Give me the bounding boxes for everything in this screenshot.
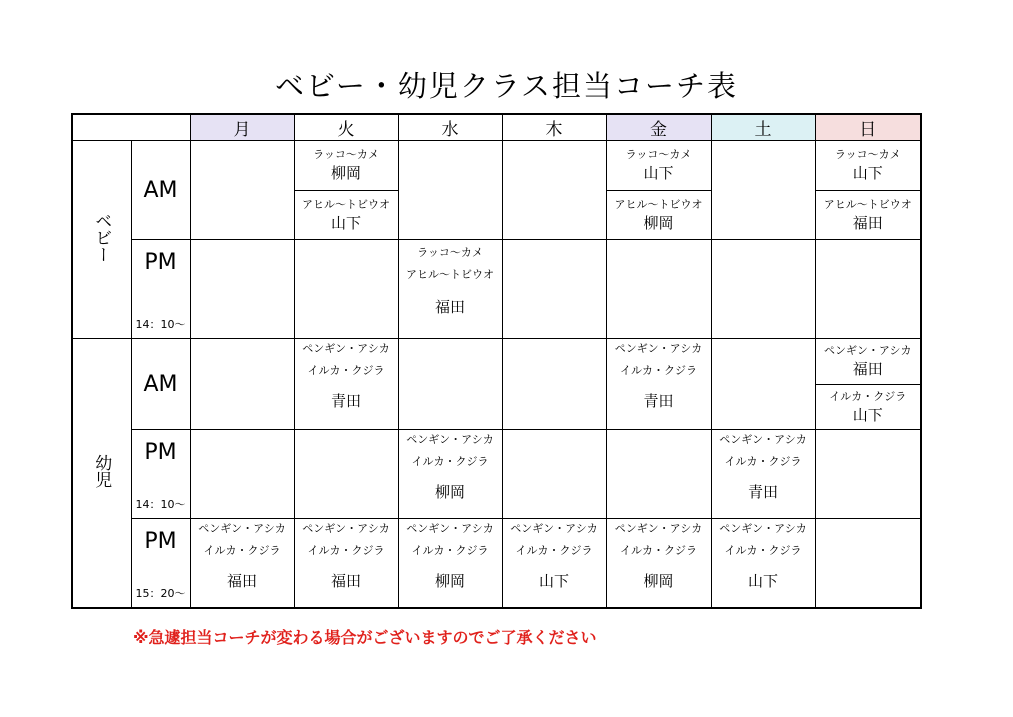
kids-pm1-row [72, 430, 921, 519]
cell-baby-pm-sat [711, 240, 815, 339]
group-label-baby [72, 141, 131, 339]
day-header-mon: 月 [190, 114, 294, 141]
group-label-kids-text: 幼児 [91, 454, 112, 488]
cell-kids-pm2-sun [815, 519, 921, 609]
slot-label-baby-pm: PM 14：10～ [131, 240, 190, 339]
cell-baby-pm-thu [502, 240, 606, 339]
cell-baby-am-sat [711, 141, 815, 240]
cell-kids-pm2-fri: ペンギン・アシカ イルカ・クジラ 柳岡 [606, 519, 711, 609]
day-header-sun: 日 [815, 114, 921, 141]
cell-kids-am-tue: ペンギン・アシカ イルカ・クジラ 青田 [294, 339, 398, 430]
slot-label-kids-am: AM [131, 339, 190, 430]
cell-kids-pm1-sat: ペンギン・アシカ イルカ・クジラ 青田 [711, 430, 815, 519]
day-header-tue: 火 [294, 114, 398, 141]
cell-baby-am-mon [190, 141, 294, 240]
cell-kids-pm2-tue: ペンギン・アシカ イルカ・クジラ 福田 [294, 519, 398, 609]
cell-baby-am-wed [398, 141, 502, 240]
cell-baby-pm-sun [815, 240, 921, 339]
cell-baby-am-tue: ラッコ～カメ 柳岡 アヒル～トビウオ 山下 [294, 141, 398, 240]
cell-kids-pm1-thu [502, 430, 606, 519]
cell-kids-pm1-wed: ペンギン・アシカ イルカ・クジラ 柳岡 [398, 430, 502, 519]
cell-kids-am-fri: ペンギン・アシカ イルカ・クジラ 青田 [606, 339, 711, 430]
header-row [72, 114, 921, 141]
baby-pm-row [72, 240, 921, 339]
cell-kids-pm1-mon [190, 430, 294, 519]
cell-baby-am-fri: ラッコ～カメ 山下 アヒル～トビウオ 柳岡 [606, 141, 711, 240]
baby-am-row [72, 141, 921, 240]
slot-label-baby-am: AM [131, 141, 190, 240]
cell-baby-am-thu [502, 141, 606, 240]
kids-pm2-row [72, 519, 921, 609]
corner-cell [72, 114, 190, 141]
cell-kids-pm1-tue [294, 430, 398, 519]
cell-kids-pm2-thu: ペンギン・アシカ イルカ・クジラ 山下 [502, 519, 606, 609]
cell-baby-pm-tue [294, 240, 398, 339]
cell-kids-pm2-mon: ペンギン・アシカ イルカ・クジラ 福田 [190, 519, 294, 609]
cell-baby-pm-fri [606, 240, 711, 339]
cell-kids-am-thu [502, 339, 606, 430]
cell-baby-pm-mon [190, 240, 294, 339]
cell-kids-pm1-sun [815, 430, 921, 519]
group-label-baby-text: ベビー [91, 212, 112, 263]
cell-kids-pm1-fri [606, 430, 711, 519]
day-header-wed: 水 [398, 114, 502, 141]
cell-kids-am-wed [398, 339, 502, 430]
slot-label-kids-pm1: PM 14：10～ [131, 430, 190, 519]
cell-kids-pm2-wed: ペンギン・アシカ イルカ・クジラ 柳岡 [398, 519, 502, 609]
cell-kids-am-sat [711, 339, 815, 430]
cell-kids-am-mon [190, 339, 294, 430]
cell-baby-am-sun: ラッコ～カメ 山下 アヒル～トビウオ 福田 [815, 141, 921, 240]
day-header-sat: 土 [711, 114, 815, 141]
day-header-thu: 木 [502, 114, 606, 141]
page-title: ベビー・幼児クラス担当コーチ表 [275, 69, 738, 103]
schedule-table [71, 113, 922, 609]
slot-label-kids-pm2: PM 15：20～ [131, 519, 190, 609]
notice-text: ※急遽担当コーチが変わる場合がございますのでご了承ください [133, 628, 597, 647]
cell-kids-am-sun: ペンギン・アシカ 福田 イルカ・クジラ 山下 [815, 339, 921, 430]
cell-kids-pm2-sat: ペンギン・アシカ イルカ・クジラ 山下 [711, 519, 815, 609]
kids-am-row [72, 339, 921, 430]
group-label-kids [72, 339, 131, 609]
day-header-fri: 金 [606, 114, 711, 141]
cell-baby-pm-wed: ラッコ～カメ アヒル～トビウオ 福田 [398, 240, 502, 339]
